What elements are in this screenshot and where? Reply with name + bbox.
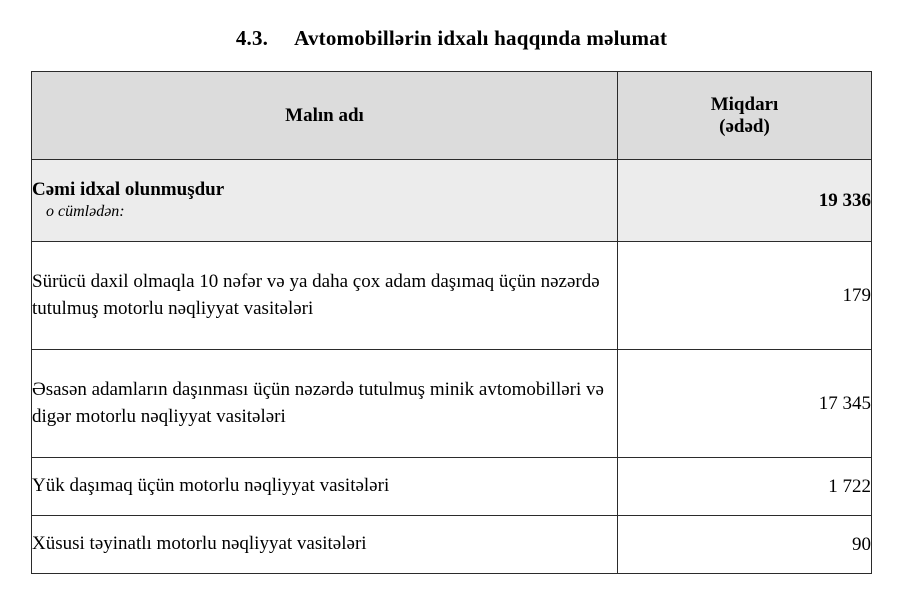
column-header-quantity-line1: Miqdarı <box>710 93 779 115</box>
row-value-cell: 179 <box>618 242 872 350</box>
table-row <box>32 516 872 574</box>
column-header-name: Malın adı <box>32 72 618 160</box>
table-row <box>32 242 872 350</box>
row-name-cell: Sürücü daxil olmaqla 10 nəfər və ya daha çox adam daşımaq üçün nəzərdə tutulmuş motorlu nəqliyyat vasitələri <box>32 242 618 350</box>
table-header-row <box>32 72 872 160</box>
row-value-cell: 90 <box>618 516 872 574</box>
row-name-cell: Xüsusi təyinatlı motorlu nəqliyyat vasitələri <box>32 516 618 574</box>
total-label: Cəmi idxal olunmuşdur <box>32 179 225 201</box>
total-label-cell <box>32 160 618 242</box>
total-sublabel: o cümlədən: <box>46 202 125 220</box>
total-value-cell: 19 336 <box>618 160 872 242</box>
row-name-cell: Yük daşımaq üçün motorlu nəqliyyat vasitələri <box>32 458 618 516</box>
section-number: 4.3. <box>235 26 269 50</box>
import-data-table <box>31 71 872 574</box>
row-value-cell: 1 722 <box>618 458 872 516</box>
column-header-quantity-line2: (ədəd) <box>719 115 770 137</box>
section-title-text: Avtomobillərin idxalı haqqında məlumat <box>294 26 668 50</box>
row-name-cell: Əsasən adamların daşınması üçün nəzərdə tutulmuş minik avtomobilləri və digər motorlu nəqliyyat vasitələri <box>32 350 618 458</box>
table-row-total <box>32 160 872 242</box>
table-row <box>32 350 872 458</box>
table-row <box>32 458 872 516</box>
page-title <box>0 0 903 71</box>
row-value-cell: 17 345 <box>618 350 872 458</box>
column-header-quantity <box>618 72 872 160</box>
